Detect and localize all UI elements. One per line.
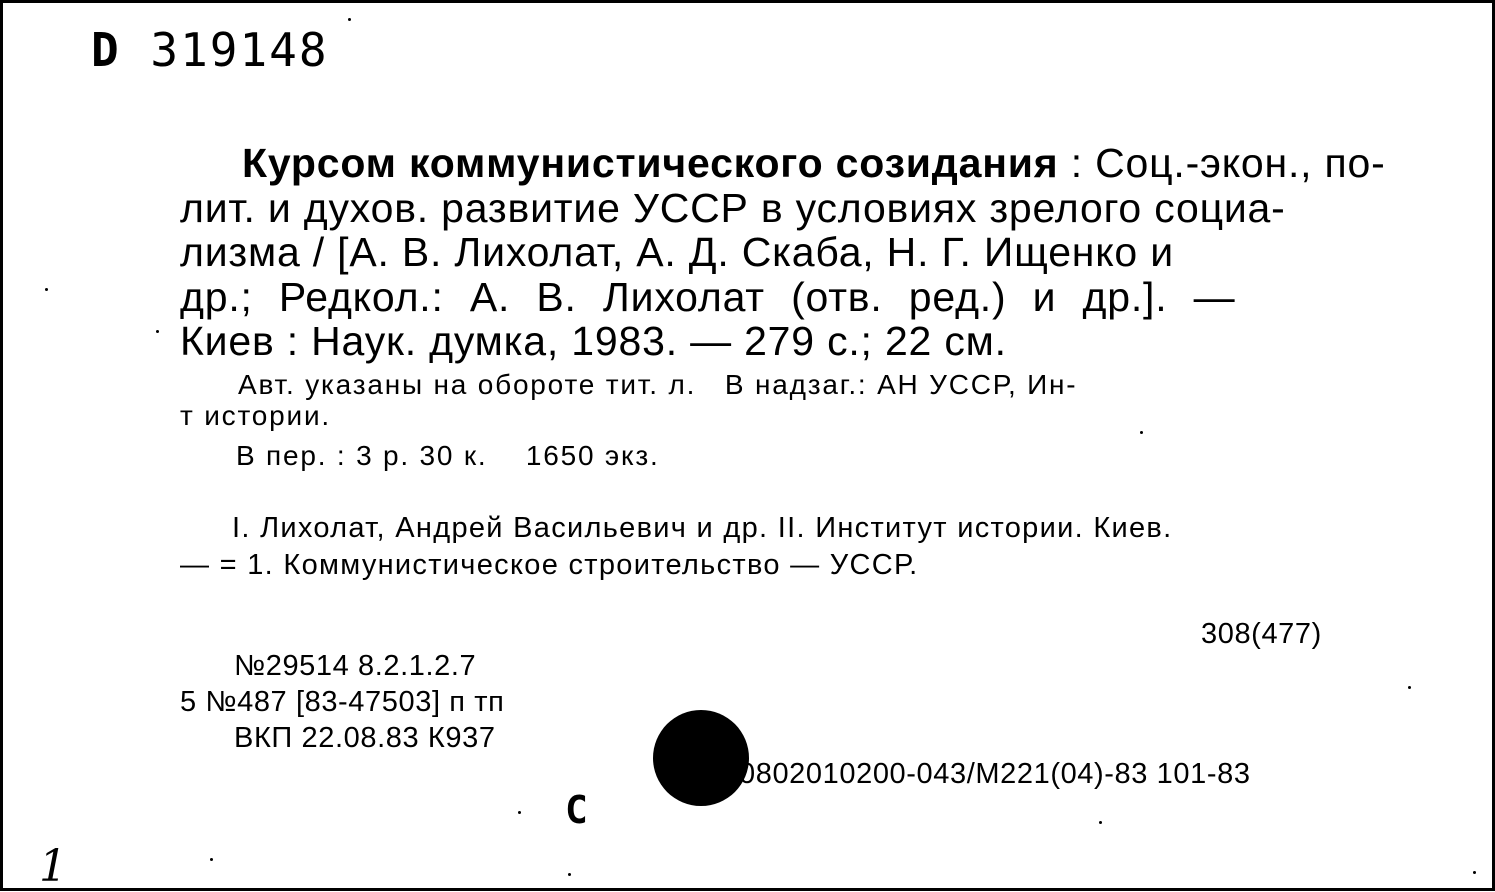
handwritten-mark: 1 — [39, 841, 67, 892]
class-code: 0802010200-043/М221(04)-83 101-83 — [739, 758, 1251, 790]
punch-hole — [653, 710, 749, 806]
body-line: лизма / [А. В. Лихолат, А. Д. Скаба, Н. Г. Ищенко и — [180, 229, 1174, 275]
body-line: др.; Редкол.: А. В. Лихолат (отв. ред.) и др.]. — — [180, 273, 1236, 320]
body-line: Киев : Наук. думка, 1983. — 279 с.; 22 см. — [180, 318, 1007, 364]
service-line: №29514 8.2.1.2.7 — [234, 650, 477, 682]
tracing-line: — = 1. Коммунистическое строительство — УССР. — [180, 549, 919, 581]
speck — [156, 330, 159, 333]
tracings — [180, 510, 1173, 584]
note-line: Авт. указаны на обороте тит. л. В надзаг.: АН УССР, Ин- — [238, 369, 1078, 400]
call-number-prefix: D — [91, 23, 121, 77]
speck — [518, 811, 521, 814]
body-line: Соц.-экон., по- — [1095, 140, 1386, 186]
speck — [210, 858, 213, 861]
service-info — [180, 648, 504, 756]
notes — [180, 369, 1077, 431]
title-line — [180, 141, 1386, 186]
speck — [568, 873, 571, 876]
stamp-letter: С — [565, 788, 588, 832]
udc-index: 308(477) — [1201, 618, 1322, 650]
speck — [45, 288, 48, 291]
note-line: т истории. — [180, 400, 331, 431]
speck — [1099, 821, 1102, 824]
service-line: ВКП 22.08.83 К937 — [234, 722, 496, 754]
service-line: 5 №487 [83-47503] п тп — [180, 686, 505, 718]
title-separator: : — [1058, 140, 1096, 186]
speck — [1473, 871, 1476, 874]
body-line: лит. и духов. развитие УССР в условиях зрелого социа- — [180, 184, 1286, 231]
call-number-digits: 319148 — [150, 23, 329, 77]
call-number — [91, 23, 329, 77]
tracing-line: I. Лихолат, Андрей Васильевич и др. II. Институт истории. Киев. — [232, 512, 1173, 544]
speck — [1140, 431, 1143, 434]
bibliographic-description — [180, 141, 1386, 364]
price-line: В пер. : 3 р. 30 к. 1650 экз. — [236, 440, 660, 471]
book-title: Курсом коммунистического созидания — [242, 140, 1059, 186]
speck — [1408, 686, 1411, 689]
speck — [348, 18, 351, 21]
